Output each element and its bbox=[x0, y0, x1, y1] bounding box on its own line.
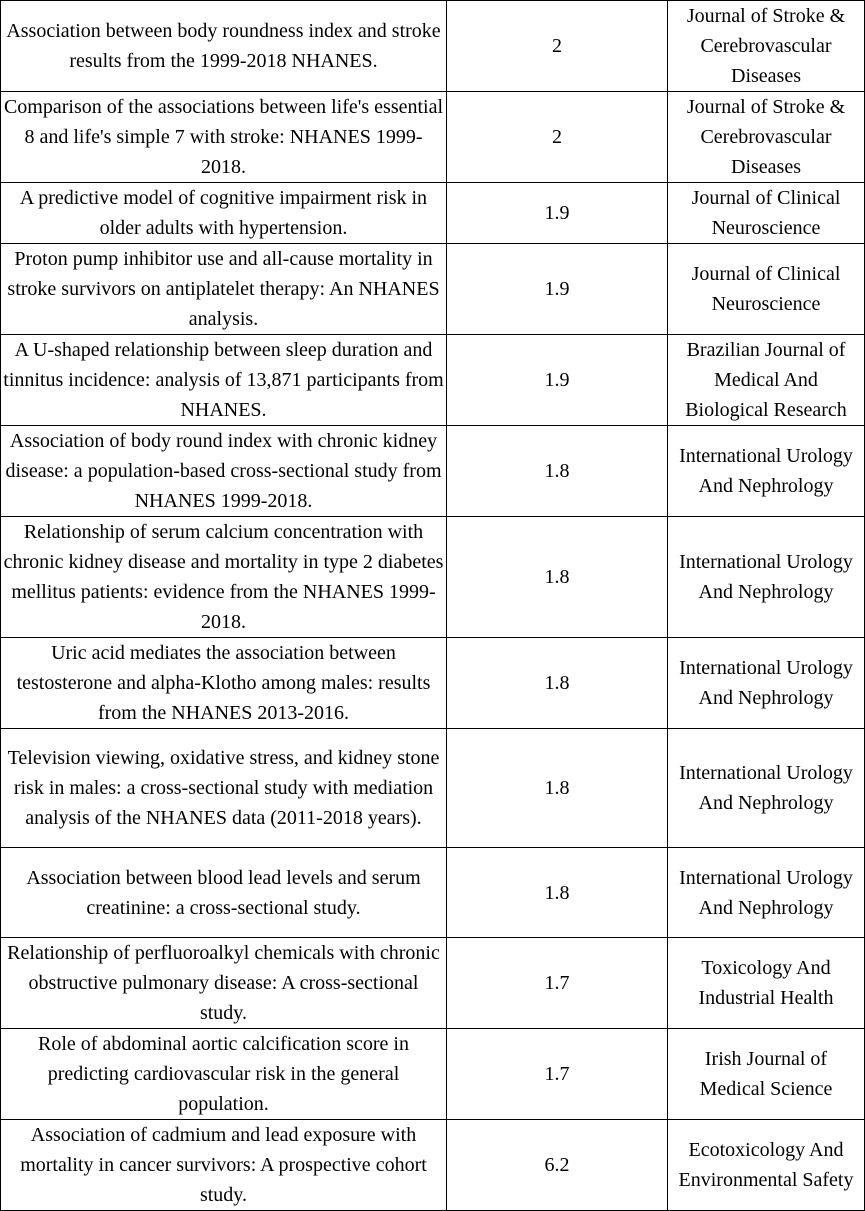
impact-factor-cell: 1.7 bbox=[447, 938, 668, 1029]
paper-title-cell: Relationship of perfluoroalkyl chemicals with chronic obstructive pulmonary disease: A cross-sectional study. bbox=[1, 938, 447, 1029]
table-row bbox=[1, 244, 865, 335]
impact-factor-cell: 1.8 bbox=[447, 638, 668, 729]
table-row bbox=[1, 729, 865, 848]
table-row bbox=[1, 848, 865, 938]
journal-cell: International Urology And Nephrology bbox=[668, 638, 865, 729]
journal-cell: International Urology And Nephrology bbox=[668, 729, 865, 848]
impact-factor-cell: 1.8 bbox=[447, 426, 668, 517]
table-row bbox=[1, 638, 865, 729]
paper-title-cell: A predictive model of cognitive impairment risk in older adults with hypertension. bbox=[1, 183, 447, 244]
impact-factor-cell: 1.8 bbox=[447, 517, 668, 638]
table-row bbox=[1, 183, 865, 244]
table-row bbox=[1, 1120, 865, 1211]
journal-cell: Journal of Stroke & Cerebrovascular Diseases bbox=[668, 92, 865, 183]
impact-factor-cell: 2 bbox=[447, 1, 668, 92]
impact-factor-cell: 2 bbox=[447, 92, 668, 183]
journal-cell: International Urology And Nephrology bbox=[668, 848, 865, 938]
journal-cell: International Urology And Nephrology bbox=[668, 426, 865, 517]
table-row bbox=[1, 426, 865, 517]
paper-title-cell: Association of cadmium and lead exposure with mortality in cancer survivors: A prospective cohort study. bbox=[1, 1120, 447, 1211]
paper-title-cell: Role of abdominal aortic calcification score in predicting cardiovascular risk in the general population. bbox=[1, 1029, 447, 1120]
impact-factor-cell: 1.9 bbox=[447, 183, 668, 244]
table-row bbox=[1, 938, 865, 1029]
impact-factor-cell: 1.8 bbox=[447, 848, 668, 938]
impact-factor-cell: 1.9 bbox=[447, 244, 668, 335]
impact-factor-cell: 1.8 bbox=[447, 729, 668, 848]
paper-title-cell: Proton pump inhibitor use and all-cause mortality in stroke survivors on antiplatelet therapy: An NHANES analysis. bbox=[1, 244, 447, 335]
impact-factor-cell: 1.9 bbox=[447, 335, 668, 426]
paper-title-cell: Uric acid mediates the association between testosterone and alpha-Klotho among males: results from the NHANES 2013-2016. bbox=[1, 638, 447, 729]
journal-cell: Journal of Clinical Neuroscience bbox=[668, 183, 865, 244]
impact-factor-cell: 6.2 bbox=[447, 1120, 668, 1211]
journal-cell: Brazilian Journal of Medical And Biological Research bbox=[668, 335, 865, 426]
table-row bbox=[1, 517, 865, 638]
journal-cell: Ecotoxicology And Environmental Safety bbox=[668, 1120, 865, 1211]
impact-factor-cell: 1.7 bbox=[447, 1029, 668, 1120]
paper-title-cell: Relationship of serum calcium concentration with chronic kidney disease and mortality in type 2 diabetes mellitus patients: evidence from the NHANES 1999-2018. bbox=[1, 517, 447, 638]
paper-title-cell: Association between blood lead levels and serum creatinine: a cross-sectional study. bbox=[1, 848, 447, 938]
paper-title-cell: Association between body roundness index and stroke results from the 1999-2018 NHANES. bbox=[1, 1, 447, 92]
paper-title-cell: A U-shaped relationship between sleep duration and tinnitus incidence: analysis of 13,871 participants from NHANES. bbox=[1, 335, 447, 426]
journal-cell: Toxicology And Industrial Health bbox=[668, 938, 865, 1029]
table-row bbox=[1, 335, 865, 426]
table-row bbox=[1, 92, 865, 183]
journal-cell: Journal of Clinical Neuroscience bbox=[668, 244, 865, 335]
journal-cell: Irish Journal of Medical Science bbox=[668, 1029, 865, 1120]
paper-title-cell: Association of body round index with chronic kidney disease: a population-based cross-sectional study from NHANES 1999-2018. bbox=[1, 426, 447, 517]
paper-title-cell: Television viewing, oxidative stress, and kidney stone risk in males: a cross-sectional study with mediation analysis of the NHANES data (2011-2018 years). bbox=[1, 729, 447, 848]
journal-cell: International Urology And Nephrology bbox=[668, 517, 865, 638]
paper-title-cell: Comparison of the associations between life's essential 8 and life's simple 7 with stroke: NHANES 1999-2018. bbox=[1, 92, 447, 183]
journal-cell: Journal of Stroke & Cerebrovascular Diseases bbox=[668, 1, 865, 92]
table-row bbox=[1, 1029, 865, 1120]
table-row bbox=[1, 1, 865, 92]
